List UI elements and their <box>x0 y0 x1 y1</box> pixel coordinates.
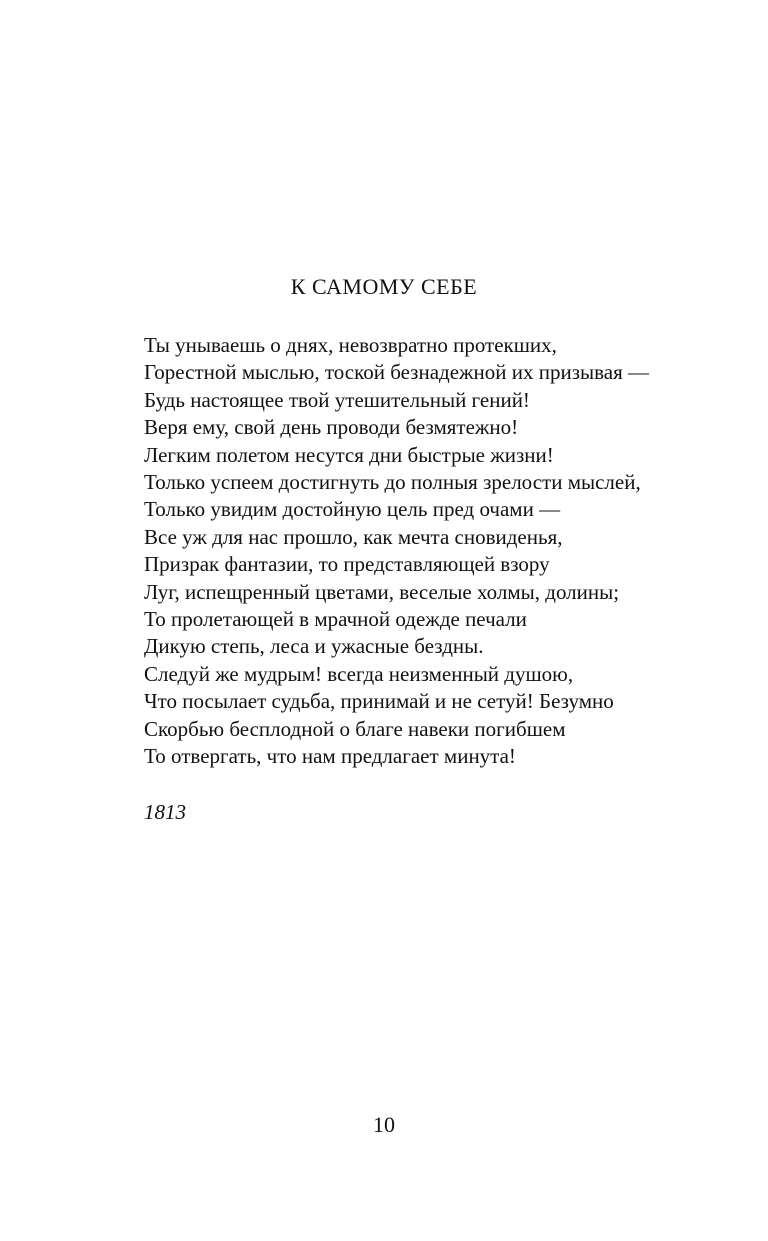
poem-line: Легким полетом несутся дни быстрые жизни! <box>144 442 554 467</box>
poem-line: Только успеем достигнуть до полныя зрелости мыслей, <box>144 470 641 495</box>
poem-line: Горестной мыслью, тоской безнадежной их призывая — <box>144 360 650 385</box>
page-number: 10 <box>373 1112 395 1137</box>
poem-line: Все уж для нас прошло, как мечта сновиденья, <box>144 524 563 549</box>
poem-year: 1813 <box>144 800 186 824</box>
poem-line: Скорбью бесплодной о благе навеки погибшем <box>144 716 566 741</box>
poem-line: То пролетающей в мрачной одежде печали <box>144 607 527 632</box>
poem-line: Следуй же мудрым! всегда неизменный душою, <box>144 661 574 686</box>
poem-line: То отвергать, что нам предлагает минута! <box>144 744 516 769</box>
poem-line: Призрак фантазии, то представляющей взору <box>144 552 550 577</box>
poem-line: Ты унываешь о днях, невозвратно протекших, <box>144 333 557 357</box>
poem-line: Веря ему, свой день проводи безмятежно! <box>144 415 519 440</box>
poem-line: Дикую степь, леса и ужасные бездны. <box>144 634 484 659</box>
poem-line: Будь настоящее твой утешительный гений! <box>144 387 530 412</box>
poem-body <box>144 332 744 771</box>
poem-line: Луг, испещренный цветами, веселые холмы, долины; <box>144 579 620 604</box>
poem-line: Только увидим достойную цель пред очами — <box>144 497 561 522</box>
poem-title: К САМОМУ СЕБЕ <box>290 274 478 299</box>
poem-line: Что посылает судьба, принимай и не сетуй! Безумно <box>144 689 614 714</box>
